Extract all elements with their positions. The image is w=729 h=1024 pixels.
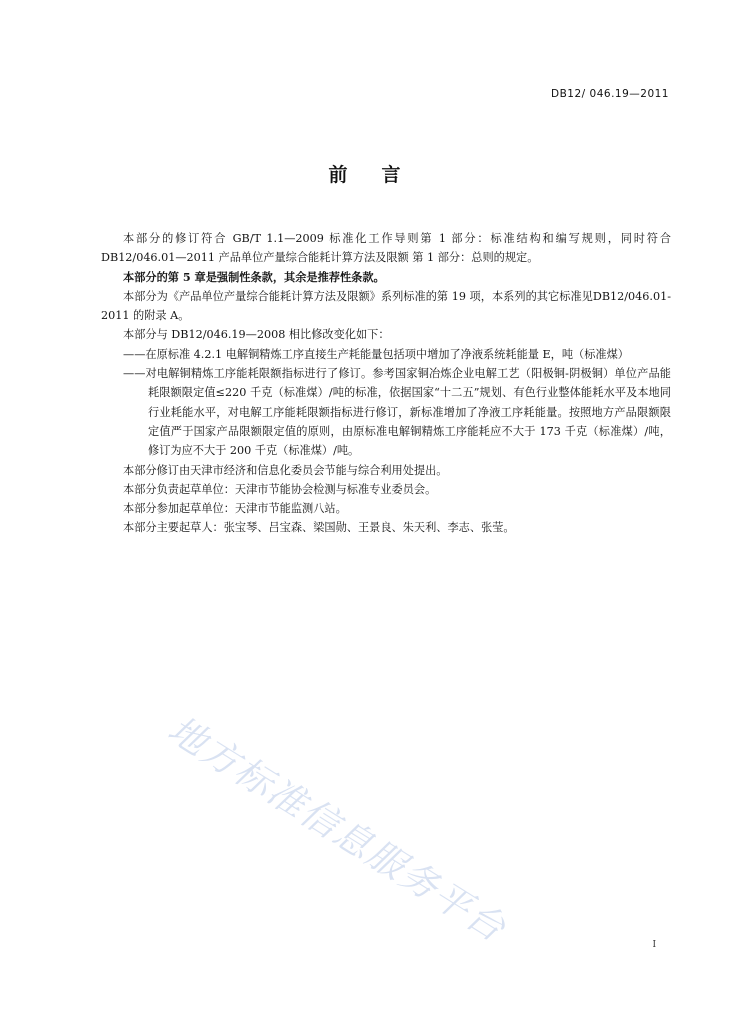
foreword-body [101, 229, 671, 538]
paragraph-revision-basis: 本部分的修订符合 GB/T 1.1—2009 标准化工作导则第 1 部分：标准结构和编写规则，同时符合DB12/046.01—2011 产品单位产量综合能耗计算方法及限额 第 1 部分：总则的规定。 [101, 232, 671, 265]
paragraph-changes-intro: 本部分与 DB12/046.19—2008 相比修改变化如下： [123, 328, 390, 342]
title-char-1: 前 [328, 164, 348, 186]
paragraph-participating-unit: 本部分参加起草单位：天津市节能监测八站。 [123, 502, 347, 516]
paragraph-proposer: 本部分修订由天津市经济和信息化委员会节能与综合利用处提出。 [123, 463, 448, 477]
watermark: 地方标准信息服务平台 [160, 707, 514, 951]
paragraph-mandatory-clause: 本部分的第 5 章是强制性条款，其余是推荐性条款。 [123, 269, 385, 284]
title-char-2: 言 [381, 164, 401, 186]
change-item: ——在原标准 4.2.1 电解铜精炼工序直接生产耗能量包括项中增加了净液系统耗能量 E，吨（标准煤） [123, 347, 629, 361]
change-item: ——对电解铜精炼工序能耗限额指标进行了修订。参考国家铜冶炼企业电解工艺（阳极铜-阴极铜）单位产品能耗限额限定值≤220 千克（标准煤）/吨的标准，依据国家“十二五”规划、有色行业整体能耗水平及本地同行业耗能水平，对电解工序能耗限额指标进行修订，新标准增加了净液工序耗能量。按照地方产品限额限定值严于国家产品限额限定值的原则，由原标准电解铜精炼工序能耗应不大于 173 千克（标准煤）/吨，修订为应不大于 200 千克（标准煤）/吨。 [123, 367, 671, 458]
page-title [0, 160, 729, 187]
page-number: I [652, 940, 656, 950]
document-code: DB12/ 046.19—2011 [551, 88, 669, 100]
paragraph-series-note: 本部分为《产品单位产量综合能耗计算方法及限额》系列标准的第 19 项，本系列的其它标准见DB12/046.01-2011 的附录 A。 [101, 289, 671, 323]
paragraph-drafting-unit: 本部分负责起草单位：天津市节能协会检测与标准专业委员会。 [123, 482, 437, 496]
paragraph-drafters: 本部分主要起草人：张宝琴、吕宝森、梁国勋、王景良、朱天利、李志、张莹。 [123, 521, 515, 535]
